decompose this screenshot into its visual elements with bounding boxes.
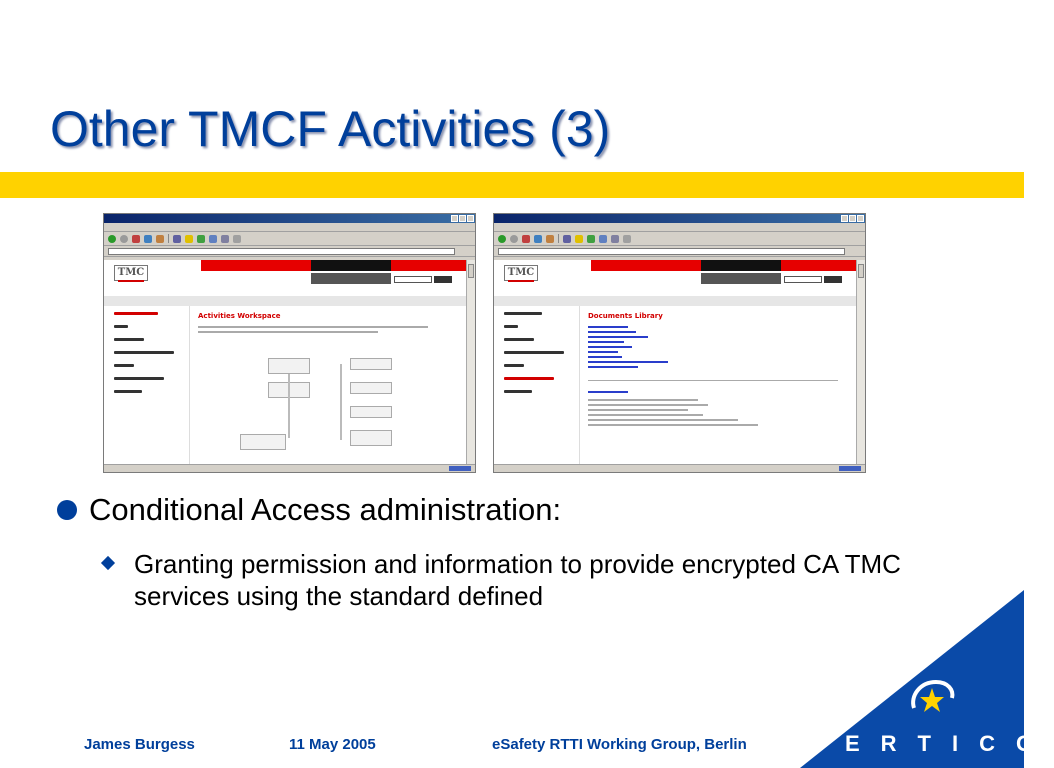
doc-link <box>588 366 638 368</box>
site-breadcrumb <box>104 296 466 306</box>
doc-link <box>588 346 632 348</box>
mail-icon <box>611 235 619 243</box>
site-search-button <box>434 276 452 283</box>
browser-statusbar <box>494 464 865 472</box>
media-icon <box>197 235 205 243</box>
text-line <box>588 399 698 401</box>
text-line <box>588 404 708 406</box>
nav-item <box>504 390 532 393</box>
text-line <box>198 331 378 333</box>
browser-scrollbar <box>856 260 865 464</box>
site-header <box>104 260 466 296</box>
header-black-bar <box>701 260 781 271</box>
refresh-icon <box>534 235 542 243</box>
stop-icon <box>132 235 140 243</box>
site-body <box>104 306 466 466</box>
text-line <box>588 414 703 416</box>
browser-scrollbar <box>466 260 475 464</box>
site-body <box>494 306 856 466</box>
ertico-star-icon <box>908 678 956 720</box>
forward-icon <box>120 235 128 243</box>
favorites-icon <box>185 235 193 243</box>
doc-link <box>588 361 668 363</box>
nav-item <box>114 351 174 354</box>
nav-item <box>114 390 142 393</box>
tmc-logo: TMC <box>504 265 538 281</box>
bullet-level2-text: Granting permission and information to provide encrypted CA TMC services using the standard defined <box>134 549 901 611</box>
header-red-bar-right <box>391 260 467 271</box>
internet-zone-indicator <box>839 466 861 471</box>
history-icon <box>209 235 217 243</box>
doc-link <box>588 336 648 338</box>
browser-menubar <box>104 223 475 232</box>
header-red-bar <box>591 260 701 271</box>
nav-item <box>114 338 144 341</box>
forward-icon <box>510 235 518 243</box>
site-search-button <box>824 276 842 283</box>
nav-item <box>114 364 134 367</box>
text-line <box>588 409 688 411</box>
browser-address-bar <box>494 246 865 257</box>
nav-item <box>504 312 542 315</box>
text-line <box>198 326 428 328</box>
screenshot-activities-workspace <box>103 213 476 473</box>
footer-date: 11 May 2005 <box>289 736 376 753</box>
nav-item <box>504 351 564 354</box>
home-icon <box>156 235 164 243</box>
nav-item <box>504 338 534 341</box>
org-chart-box <box>240 434 286 450</box>
print-icon <box>623 235 631 243</box>
browser-menubar <box>494 223 865 232</box>
browser-content <box>104 260 466 464</box>
refresh-icon <box>144 235 152 243</box>
home-icon <box>546 235 554 243</box>
doc-link <box>588 331 636 333</box>
nav-item <box>114 377 164 380</box>
doc-link <box>588 351 618 353</box>
page-heading: Activities Workspace <box>198 312 281 320</box>
favorites-icon <box>575 235 583 243</box>
circle-bullet-icon <box>57 500 77 520</box>
diamond-bullet-icon <box>101 556 115 570</box>
nav-item <box>504 364 524 367</box>
nav-item <box>114 312 158 315</box>
print-icon <box>233 235 241 243</box>
stop-icon <box>522 235 530 243</box>
site-main <box>190 306 466 466</box>
org-chart-box <box>350 406 392 418</box>
browser-titlebar <box>494 214 865 223</box>
browser-address-bar <box>104 246 475 257</box>
browser-titlebar <box>104 214 475 223</box>
org-chart-box <box>268 358 310 374</box>
internet-zone-indicator <box>449 466 471 471</box>
header-red-bar-right <box>781 260 857 271</box>
site-search-box <box>784 276 822 283</box>
header-grey-bar <box>701 273 781 284</box>
page-heading: Documents Library <box>588 312 663 320</box>
browser-statusbar <box>104 464 475 472</box>
site-nav <box>494 306 580 466</box>
history-icon <box>599 235 607 243</box>
address-input <box>498 248 845 255</box>
nav-item <box>114 325 128 328</box>
doc-link <box>588 391 628 393</box>
media-icon <box>587 235 595 243</box>
window-buttons <box>450 215 474 225</box>
doc-link <box>588 341 624 343</box>
doc-link <box>588 326 628 328</box>
tmc-logo: TMC <box>114 265 148 281</box>
footer-event: eSafety RTTI Working Group, Berlin <box>492 736 747 753</box>
site-header <box>494 260 856 296</box>
org-chart-box <box>350 430 392 446</box>
window-buttons <box>840 215 864 225</box>
header-red-bar <box>201 260 311 271</box>
screenshot-documents-library <box>493 213 866 473</box>
mail-icon <box>221 235 229 243</box>
back-icon <box>498 235 506 243</box>
search-icon <box>173 235 181 243</box>
back-icon <box>108 235 116 243</box>
doc-link <box>588 356 622 358</box>
browser-toolbar <box>104 232 475 246</box>
org-chart-connector <box>340 364 342 440</box>
text-line <box>588 419 738 421</box>
toolbar-separator <box>558 234 559 243</box>
site-search-box <box>394 276 432 283</box>
footer-author: James Burgess <box>84 736 195 753</box>
header-black-bar <box>311 260 391 271</box>
browser-toolbar <box>494 232 865 246</box>
org-chart-connector <box>288 374 290 438</box>
browser-content <box>494 260 856 464</box>
text-line <box>588 424 758 426</box>
title-underline-band <box>0 172 1024 198</box>
ertico-logo-text: ERTICO <box>845 731 1054 756</box>
address-input <box>108 248 455 255</box>
search-icon <box>563 235 571 243</box>
bullet-level1 <box>57 492 561 528</box>
org-chart-box <box>350 358 392 370</box>
site-main <box>580 306 856 466</box>
org-chart-box <box>350 382 392 394</box>
nav-item <box>504 325 518 328</box>
site-nav <box>104 306 190 466</box>
nav-item <box>504 377 554 380</box>
slide-title: Other TMCF Activities (3) <box>50 101 611 157</box>
toolbar-separator <box>168 234 169 243</box>
site-breadcrumb <box>494 296 856 306</box>
bullet-level1-text: Conditional Access administration: <box>89 492 562 527</box>
header-grey-bar <box>311 273 391 284</box>
divider <box>588 380 838 381</box>
